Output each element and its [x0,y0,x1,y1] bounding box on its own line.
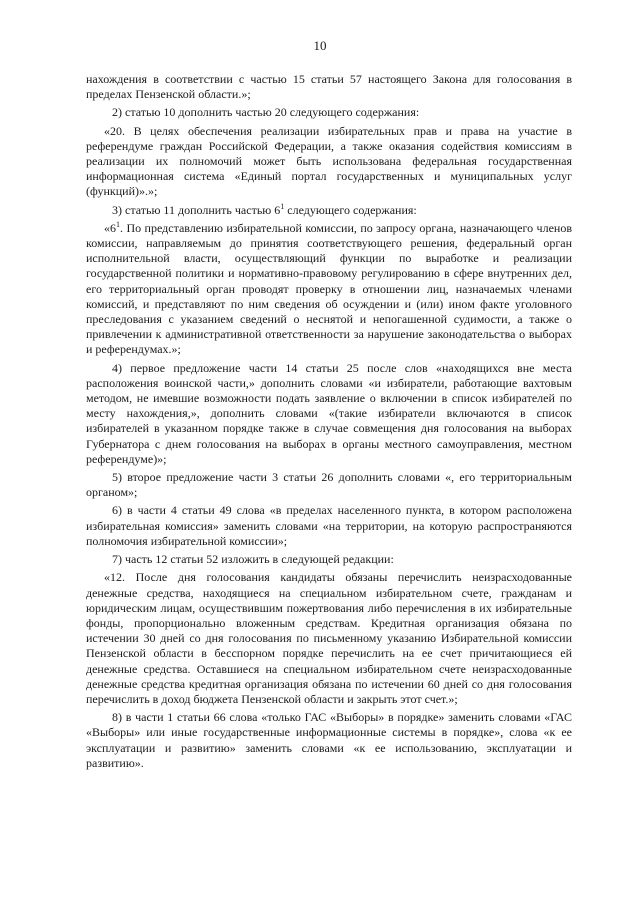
paragraph-item-4: 4) первое предложение части 14 статьи 25 после слов «находящихся вне места расположения воинской части,» дополнить словами «и избиратели, работающие вахтовым методом, не имевшие возможности подать заявление о включении в список избирателей по месту нахождения,», дополнить словами «(такие избиратели включаются в список избирателей в указанном порядке также в случае совмещения дня голосования на выборах Губернатора с днем голосования на выборах в органы местного самоуправления, местном референдуме)»; [86,360,572,466]
paragraph-item-2: 2) статью 10 дополнить частью 20 следующего содержания: [112,105,420,120]
paragraph-item-7: 7) часть 12 статьи 52 изложить в следующей редакции: [112,552,394,567]
paragraph-item-5: 5) второе предложение части 3 статьи 26 дополнить словами «, его территориальным органом»; [86,470,572,500]
paragraph-part-6-1-text: . По представлению избирательной комиссии, по запросу органа, назначающего членов комиссии, направляемым до принятия соответствующего решения, федеральный орган исполнительной власти, осуществляющий функции по выработке и реализации государственной политики и нормативно-правовому регулированию в сфере внутренних дел, его территориальный орган проводят проверку в отношении лиц, назначаемых членами комиссий, и представляют по ним сведения об осуждении и (или) ином факте уголовного преследования с указанием сведений о неснятой и непогашенной судимости, а также о привлечении к административной ответственности за нарушение законодательства о выборах и референдумах.»; [86,220,572,357]
paragraph-part-6-1-number: «6 [104,220,116,235]
paragraph-item-3-text-end: следующего содержания: [284,202,417,217]
paragraph-part-20: «20. В целях обеспечения реализации избирательных прав и права на участие в референдуме граждан Российской Федерации, а также оказания содействия комиссиям в реализации их полномочий может быть использована федеральная государственная информационная система «Единый портал государственных и муниципальных услуг (функций)».»; [86,123,572,199]
superscript: 1 [116,219,120,229]
page-number: 10 [313,38,327,53]
document-body [86,72,572,774]
paragraph-part-6-1 [86,221,572,358]
paragraph-item-8: 8) в части 1 статьи 66 слова «только ГАС «Выборы» в порядке» заменить словами «ГАС «Выборы» или иные государственные информационные системы в порядке», слова «к ее эксплуатации и развитию» заменить словами «к ее использованию, эксплуатации и развитию». [86,710,572,770]
paragraph-item-3 [86,203,572,218]
paragraph-item-6: 6) в части 4 статьи 49 слова «в пределах населенного пункта, в котором расположена избирательная комиссия» заменить словами «на территории, на которую распространяются полномочия избирательной комиссии»; [86,503,572,548]
paragraph-part-12: «12. После дня голосования кандидаты обязаны перечислить неизрасходованные денежные средства, находящиеся на специальном избирательном счете, гражданам и юридическим лицам, осуществившим пожертвования либо перечисления в их избирательные фонды, пропорционально вложенным средствам. Кредитная организация обязана по истечении 30 дней со дня голосования по письменному указанию Избирательной комиссии Пензенской области в бесспорном порядке перечислить на ее счет причитающиеся ей денежные средства. Оставшиеся на специальном избирательном счете неизрасходованные денежные средства кредитная организация обязана по истечении 60 дней со дня голосования перечислить в доход бюджета Пензенской области и закрыть этот счет.»; [86,570,572,706]
superscript: 1 [280,201,285,211]
paragraph-continuation: нахождения в соответствии с частью 15 статьи 57 настоящего Закона для голосования в пределах Пензенской области.»; [86,72,572,102]
paragraph-item-3-text: 3) статью 11 дополнить частью 6 [112,202,281,217]
